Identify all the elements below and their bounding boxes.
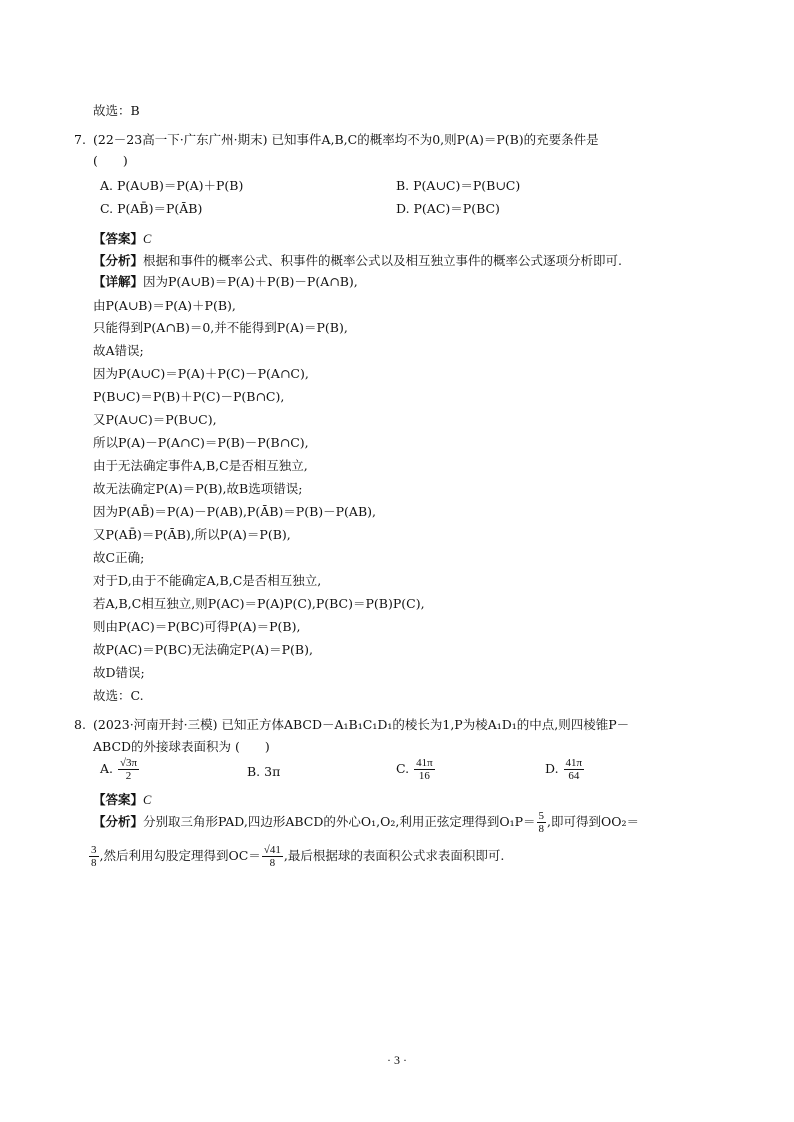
q7-answer [93, 231, 151, 247]
q8-stem-line-1: (2023·河南开封·三模) 已知正方体ABCD－A₁B₁C₁D₁的棱长为1,P为棱A₁D₁的中点,则四棱锥P－ [93, 717, 630, 732]
answer-tag: 【答案】 [93, 231, 144, 246]
analysis-text: ,即可得到OO₂＝ [547, 814, 640, 829]
q7-detail-line-5: P(B∪C)＝P(B)＋P(C)－P(B∩C), [93, 389, 285, 404]
q7-detail-line-17: 故D错误; [93, 665, 145, 680]
q7-number: 7. [74, 132, 86, 147]
fraction-three-eighths: $\frac{3}{8}$ [91, 844, 97, 869]
q7-detail-line-2: 只能得到P(A∩B)＝0,并不能得到P(A)＝P(B), [93, 320, 348, 335]
q7-detail-line-9: 故无法确定P(A)＝P(B),故B选项错误; [93, 481, 303, 496]
q7-analysis [93, 253, 622, 269]
q7-option-b: B. P(A∪C)＝P(B∪C) [396, 178, 521, 193]
q7-option-c: C. P(AB̄)＝P(ĀB) [100, 201, 203, 216]
q7-detail-line-0 [93, 274, 358, 290]
q8-option-c [396, 757, 436, 782]
option-fraction: $\frac{√3\pi}{2}$ [120, 757, 138, 782]
q7-detail-line-10: 因为P(AB̄)＝P(A)－P(AB),P(ĀB)＝P(B)－P(AB), [93, 504, 376, 519]
analysis-text: ,最后根据球的表面积公式求表面积即可. [283, 848, 505, 863]
analysis-text: ,然后利用勾股定理得到OC＝ [99, 848, 261, 863]
q8-option-a [100, 757, 140, 782]
fraction-five-eighths: $\frac{5}{8}$ [538, 810, 545, 835]
detail-tag: 【详解】 [93, 274, 144, 289]
fraction-sqrt41-over-8: $\frac{√41}{8}$ [263, 844, 281, 869]
q7-detail-line-8: 由于无法确定事件A,B,C是否相互独立, [93, 458, 308, 473]
q7-detail-line-7: 所以P(A)－P(A∩C)＝P(B)－P(B∩C), [93, 435, 309, 450]
q7-detail-line-4: 因为P(A∪C)＝P(A)＋P(C)－P(A∩C), [93, 366, 309, 381]
q7-detail-line-3: 故A错误; [93, 343, 144, 358]
q8-analysis-line-1 [93, 810, 639, 835]
q7-detail-line-16: 故P(AC)＝P(BC)无法确定P(A)＝P(B), [93, 642, 313, 657]
q7-detail-line-11: 又P(AB̄)＝P(ĀB),所以P(A)＝P(B), [93, 527, 291, 542]
q8-option-d [545, 757, 585, 782]
option-fraction: $\frac{41\pi}{16}$ [416, 757, 433, 782]
q8-number: 8. [74, 717, 86, 732]
q8-stem-line-2: ABCD的外接球表面积为 ( ) [93, 739, 270, 754]
option-label: C. [396, 761, 410, 776]
answer-value: C [143, 793, 152, 807]
q7-stem: (22－23高一下·广东广州·期末) 已知事件A,B,C的概率均不为0,则P(A)＝P(B)的充要条件是 [93, 132, 599, 147]
q7-detail-line-18: 故选：C. [93, 688, 144, 703]
analysis-text: 根据和事件的概率公式、积事件的概率公式以及相互独立事件的概率公式逐项分析即可. [143, 253, 622, 268]
q7-detail-line-13: 对于D,由于不能确定A,B,C是否相互独立, [93, 573, 322, 588]
answer-tag: 【答案】 [93, 792, 144, 807]
q8-option-b: B. 3π [247, 764, 281, 779]
q8-analysis-line-2 [88, 844, 504, 869]
q7-detail-line-12: 故C正确; [93, 550, 145, 565]
option-label: A. [100, 761, 114, 776]
q7-detail-line-6: 又P(A∪C)＝P(B∪C), [93, 412, 217, 427]
answer-value: C [143, 232, 152, 246]
q8-answer [93, 792, 151, 808]
option-label: D. [545, 761, 559, 776]
q7-option-a: A. P(A∪B)＝P(A)＋P(B) [100, 178, 244, 193]
option-fraction: $\frac{41\pi}{64}$ [565, 757, 583, 782]
previous-conclusion: 故选：B [93, 103, 140, 118]
page-number: · 3 · [387, 1053, 407, 1067]
analysis-text: 分别取三角形PAD,四边形ABCD的外心O₁,O₂,利用正弦定理得到O₁P＝ [143, 814, 536, 829]
q7-paren: ( ) [93, 153, 128, 168]
q7-detail-line-14: 若A,B,C相互独立,则P(AC)＝P(A)P(C),P(BC)＝P(B)P(C), [93, 596, 425, 611]
detail-text: 因为P(A∪B)＝P(A)＋P(B)－P(A∩B), [143, 274, 358, 289]
analysis-tag: 【分析】 [93, 814, 144, 829]
q7-option-d: D. P(AC)＝P(BC) [396, 201, 500, 216]
analysis-tag: 【分析】 [93, 253, 144, 268]
q7-detail-line-1: 由P(A∪B)＝P(A)＋P(B), [93, 298, 236, 313]
q7-detail-line-15: 则由P(AC)＝P(BC)可得P(A)＝P(B), [93, 619, 301, 634]
